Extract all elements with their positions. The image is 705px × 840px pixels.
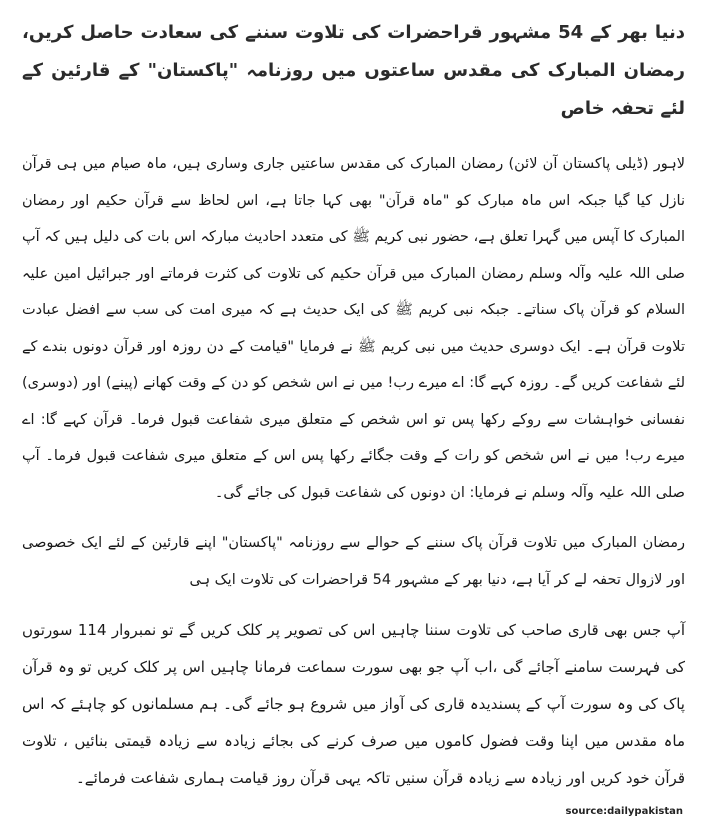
article-paragraph: لاہور (ڈیلی پاکستان آن لائن) رمضان المبارک کی مقدس ساعتیں جاری وساری ہیں، ماہ صیام میں ہی قرآن نازل کیا گیا جبکہ اس ماہ مبارک کو "ماہ قرآن" بھی کہا جاتا ہے، اس لحاظ سے قرآن حکیم اور رمضان المبارک کا آپس میں گہرا تعلق ہے، حضور نبی کریم ﷺ کی متعدد احادیث مبارکہ اس بات کی دلیل ہیں کہ آپ صلی اللہ علیہ وآلہ وسلم رمضان المبارک میں قرآن حکیم کی تلاوت کی کثرت فرماتے اور جبرائیل امین علیہ السلام کو قرآن پاک سناتے۔ جبکہ نبی کریم ﷺ کی ایک حدیث ہے کہ میری امت کی سب سے افضل عبادت تلاوت قرآن ہے۔ ایک دوسری حدیث میں نبی کریم ﷺ نے فرمایا "قیامت کے دن روزہ اور قرآن دونوں بندے کے لئے شفاعت کریں گے۔ روزہ کہے گا: اے میرے رب! میں نے اس شخص کو دن کے وقت کھانے (پینے) اور (دوسری) نفسانی خواہشات سے روکے رکھا پس تو اس شخص کے متعلق میری شفاعت قبول فرما۔ قرآن کہے گا: اے میرے رب! میں نے اس شخص کو رات کے وقت جگائے رکھا پس اس کے متعلق میری شفاعت قبول فرما۔ آپ صلی اللہ علیہ وآلہ وسلم نے فرمایا: ان دونوں کی شفاعت قبول کی جائے گی۔	[22, 156, 685, 501]
article-paragraph: آپ جس بھی قاری صاحب کی تلاوت سننا چاہیں اس کی تصویر پر کلک کریں گے تو نمبروار 114 سورتوں کی فہرست سامنے آجائے گی ،اب آپ جو بھی سورت سماعت فرمانا چاہیں اس پر کلک کریں تو وہ قرآن پاک کی وہ سورت آپ کے پسندیدہ قاری کی آواز میں شروع ہو جائے گی۔ ہم مسلمانوں کو چاہئے کہ اس ماہ مقدس میں اپنا وقت فضول کاموں میں صرف کرنے کی بجائے زیادہ سے زیادہ قیمتی بنائیں ، تلاوت قرآن خود کریں اور زیادہ سے زیادہ قرآن سنیں تاکہ یہی قرآن روز قیامت ہماری شفاعت فرمائے۔	[22, 621, 685, 787]
article-headline: دنیا بھر کے 54 مشہور قراحضرات کی تلاوت سننے کی سعادت حاصل کریں، رمضان المبارک کی مقدس ساعتوں میں روزنامہ "پاکستان" کے قارئین کے لئے تحفہ خاص	[22, 22, 685, 119]
article	[22, 14, 685, 797]
source-credit: source:dailypakistan	[565, 806, 683, 817]
article-paragraph: رمضان المبارک میں تلاوت قرآن پاک سننے کے حوالے سے روزنامہ "پاکستان" اپنے قارئین کے لئے ایک خصوصی اور لازوال تحفہ لے کر آیا ہے، دنیا بھر کے مشہور 54 قراحضرات کی تلاوت ایک ہی	[22, 535, 685, 588]
